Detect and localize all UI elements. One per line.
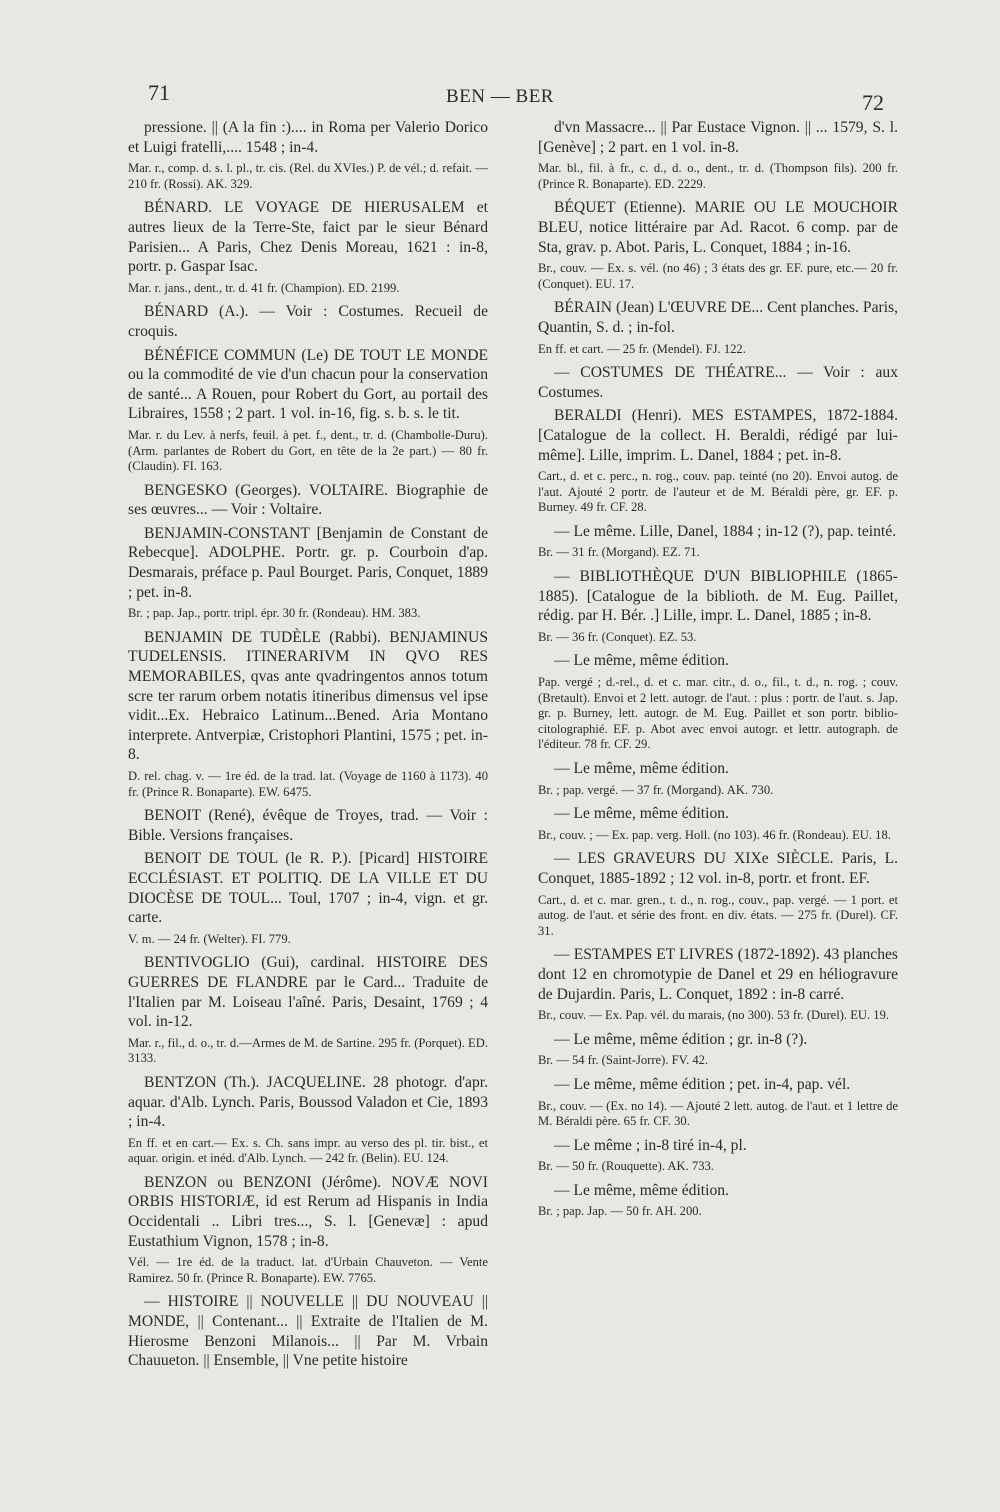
catalogue-entry: BÉNÉFICE COMMUN (Le) DE TOUT LE MONDE ou la commodité de vie d'un chacun pour la conservation de santé... A Rouen, pour Robert du Gort, au portail des Libraires, 1558 ; 2 part. 1 vol. in-16, fig. s. b. s. le tit. [128,346,488,423]
catalogue-entry: pressione. || (A la fin :).... in Roma per Valerio Dorico et Luigi fratelli,.... 1548 ; in-4. [128,119,488,156]
catalogue-entry: — COSTUMES DE THÉATRE... — Voir : aux Costumes. [538,364,898,401]
catalogue-entry: — BIBLIOTHÈQUE D'UN BIBLIOPHILE (1865-1885). [Catalogue de la biblioth. de M. Eug. Paillet, rédig. par H. Bér. .] Lille, impr. L. Danel, 1885 ; in-8. [538,568,898,625]
entry-note: En ff. et cart. — 25 fr. (Mendel). FJ. 122. [538,341,746,356]
entry-note: Cart., d. et c. perc., n. rog., couv. pap. teinté (no 20). Envoi autog. de l'aut. Ajouté 2 portr. de l'auteur et de M. Béraldi père, gr. EF. p. Burney. 49 fr. CF. 28. [538,469,898,515]
entry-note: Mar. r., comp. d. s. l. pl., tr. cis. (Rel. du XVIes.) P. de vél.; d. refait. — 210 fr. (Rossi). AK. 329. [128,161,488,191]
entry-note: Br. — 36 fr. (Conquet). EZ. 53. [538,629,697,644]
entry-note: Br. — 54 fr. (Saint-Jorre). FV. 42. [538,1053,709,1068]
catalogue-entry: — Le même. Lille, Danel, 1884 ; in-12 (?), pap. teinté. [554,522,897,540]
right-column [538,118,898,1226]
catalogue-entry: BERALDI (Henri). MES ESTAMPES, 1872-1884. [Catalogue de la collect. H. Beraldi, rédigé par lui-même]. Lille, imprim. L. Danel, 1884 ; pet. in-8. [538,407,898,464]
catalogue-entry: BENGESKO (Georges). VOLTAIRE. Biographie de ses œuvres... — Voir : Voltaire. [128,481,488,519]
catalogue-entry: d'vn Massacre... || Par Eustace Vignon. || ... 1579, S. l. [Genève] ; 2 part. en 1 vol. in-8. [538,119,898,156]
entry-note: Br. ; pap. Jap., portr. tripl. épr. 30 fr. (Rondeau). HM. 383. [128,606,421,621]
catalogue-entry: — Le même, même édition. [554,760,729,777]
entry-note: Mar. r. jans., dent., tr. d. 41 fr. (Champion). ED. 2199. [128,280,400,295]
entry-note: Mar. r. du Lev. à nerfs, feuil. à pet. f., dent., tr. d. (Chambolle-Duru). (Arm. parlantes de Robert du Gort, en tête de la 2e part.) — 80 fr. (Claudin). FI. 163. [128,427,488,474]
catalogue-entry: — LES GRAVEURS DU XIXe SIÈCLE. Paris, L. Conquet, 1885-1892 ; 12 vol. in-8, portr. et front. EF. [538,850,898,887]
page-number-left: 71 [148,80,170,105]
entry-note: Cart., d. et c. mar. gren., t. d., n. rog., couv., pap. vergé. — 1 port. et autog. de l'aut. et série des front. en div. états. — 275 fr. (Durel). CF. 31. [538,892,898,938]
entry-note: En ff. et en cart.— Ex. s. Ch. sans impr. au verso des pl. tir. bist., et aquar. origin. et inéd. d'Alb. Lynch. — 242 fr. (Belin). EU. 124. [128,1135,488,1166]
running-title: BEN — BER [446,86,554,107]
catalogue-entry: — Le même ; in-8 tiré in-4, pl. [554,1136,747,1154]
entry-note: Br., couv. — Ex. Pap. vél. du marais, (no 300). 53 fr. (Durel). EU. 19. [538,1008,890,1023]
catalogue-entry: BÉQUET (Etienne). MARIE OU LE MOUCHOIR BLEU, notice littéraire par Ad. Racot. 6 comp. par de Sta, grav. p. Abot. Paris, L. Conquet, 1884 ; in-16. [538,199,898,256]
catalogue-entry: — ESTAMPES ET LIVRES (1872-1892). 43 planches dont 12 en chromotypie de Danel et 29 en héliogravure de Dujardin. Paris, L. Conquet, 1892 : in-8 carré. [538,946,898,1003]
entry-note: D. rel. chag. v. — 1re éd. de la trad. lat. (Voyage de 1160 à 1173). 40 fr. (Prince R. Bonaparte). EW. 6475. [128,769,488,799]
catalogue-entry: — Le même, même édition ; pet. in-4, pap. vél. [554,1075,851,1093]
entry-note: Mar. r., fil., d. o., tr. d.—Armes de M. de Sartine. 295 fr. (Porquet). ED. 3133. [128,1035,488,1066]
catalogue-entry: BÉRAIN (Jean) L'ŒUVRE DE... Cent planches. Paris, Quantin, S. d. ; in-fol. [538,299,898,336]
page-number-right: 72 [862,90,884,115]
catalogue-entry: BÉNARD (A.). — Voir : Costumes. Recueil de croquis. [128,303,488,340]
entry-note: Mar. bl., fil. à fr., c. d., d. o., dent., tr. d. (Thompson fils). 200 fr. (Prince R. Bonaparte). ED. 2229. [538,161,898,191]
left-column [128,118,488,1375]
catalogue-entry: — HISTOIRE || NOUVELLE || DU NOUVEAU || MONDE, || Contenant... || Extraite de l'Italien de M. Hierosme Benzoni Milanois... || Par M. Vrbain Chauueton. || Ensemble, || Vne petite histoire [128,1293,488,1370]
page-header [0,72,1000,115]
entry-note: Br., couv. — Ex. s. vél. (no 46) ; 3 états des gr. EF. pure, etc.— 20 fr. (Conquet). EU. 17. [538,261,898,291]
entry-note: Br. ; pap. vergé. — 37 fr. (Morgand). AK. 730. [538,782,774,797]
entry-note: V. m. — 24 fr. (Welter). FI. 779. [128,931,291,946]
entry-note: Vél. — 1re éd. de la traduct. lat. d'Urbain Chauveton. — Vente Ramirez. 50 fr. (Prince R. Bonaparte). EW. 7765. [128,1255,488,1285]
entry-note: Br. ; pap. Jap. — 50 fr. AH. 200. [538,1204,702,1219]
entry-note: Br., couv. — (Ex. no 14). — Ajouté 2 lett. autog. de l'aut. et 1 lettre de M. Béraldi père. 65 fr. CF. 30. [538,1098,898,1129]
catalogue-entry: BENJAMIN-CONSTANT [Benjamin de Constant de Rebecque]. ADOLPHE. Portr. gr. p. Courboin d'ap. Desmarais, préface p. Paul Bourget. Paris, Conquet, 1889 ; pet. in-8. [128,524,488,601]
entry-note: Br. — 50 fr. (Rouquette). AK. 733. [538,1159,714,1174]
catalogue-entry: — Le même, même édition. [554,652,729,670]
catalogue-entry: BENTZON (Th.). JACQUELINE. 28 photogr. d'apr. aquar. d'Alb. Lynch. Paris, Boussod Valadon et Cie, 1893 ; in-4. [128,1073,488,1131]
catalogue-entry: BENJAMIN DE TUDÈLE (Rabbi). BENJAMINUS TUDELENSIS. ITINERARIVM IN QVO RES MEMORABILES, qvas ante qvadringentos annos totum scre ter rarum orbem notatis itineribus dimensus vel ipse vidit...Ex. Hebraico Latinum...Bened. Aria Montano interprete. Antverpiæ, Cristophori Plantini, 1575 ; pet. in-8. [128,628,488,764]
entry-note: Br. — 31 fr. (Morgand). EZ. 71. [538,545,700,560]
catalogue-entry: BÉNARD. LE VOYAGE DE HIERUSALEM et autres lieux de la Terre-Ste, faict par le sieur Bénard Parisien... A Paris, Chez Denis Moreau, 1621 : in-8, portr. p. Gaspar Isac. [128,199,488,276]
catalogue-entry: — Le même, même édition. [554,1181,729,1199]
catalogue-entry: BENZON ou BENZONI (Jérôme). NOVÆ NOVI ORBIS HISTORIÆ, id est Rerum ad Hispanis in India Occidentali .. Libri tres..., S. l. [Genevæ] : apud Eustathium Vignon, 1578 ; in-8. [128,1173,488,1250]
catalogue-entry: — Le même, même édition ; gr. in-8 (?). [554,1030,808,1048]
catalogue-entry: BENOIT (René), évêque de Troyes, trad. — Voir : Bible. Versions françaises. [128,807,488,844]
entry-note: Pap. vergé ; d.-rel., d. et c. mar. citr., d. o., fil., t. d., n. rog. ; couv. (Bretault). Envoi et 2 lett. autogr. de l'aut. : plus : portr. de l'aut. s. Jap. gr. p. Burney, lett. autogr. de M. Eug. Paillet et son portr. biblio-citolographié. EF. p. Abot avec envoi autogr. et lettr. autograph. de l'éditeur. 78 fr. CF. 29. [538,675,898,752]
catalogue-entry: — Le même, même édition. [554,805,729,823]
entry-note: Br., couv. ; — Ex. pap. verg. Holl. (no 103). 46 fr. (Rondeau). EU. 18. [538,827,891,842]
catalogue-entry: BENOIT DE TOUL (le R. P.). [Picard] HISTOIRE ECCLÉSIAST. ET POLITIQ. DE LA VILLE ET DU DIOCÈSE DE TOUL... Toul, 1707 ; in-4, vign. et gr. carte. [128,850,488,927]
catalogue-entry: BENTIVOGLIO (Gui), cardinal. HISTOIRE DES GUERRES DE FLANDRE par le Card... Traduite de l'Italien par M. Loiseau l'aîné. Paris, Desaint, 1769 ; 4 vol. in-12. [128,954,488,1031]
